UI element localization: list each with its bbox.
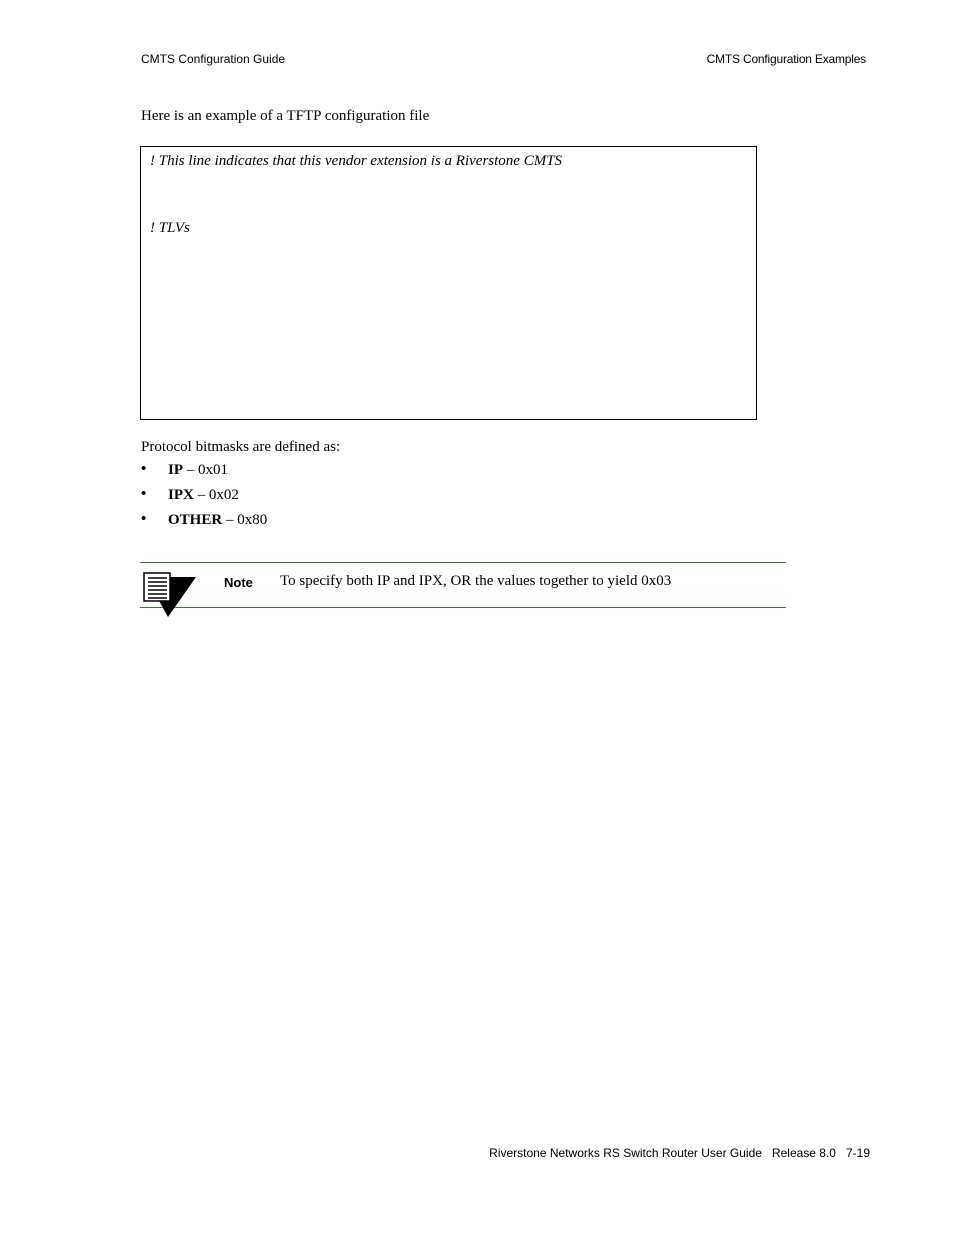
bullet-icon: • (141, 486, 147, 502)
header-title: CMTS Configuration Guide (141, 52, 286, 66)
config-comment-line: ! This line indicates that this vendor extension is a Riverstone CMTS (150, 153, 563, 169)
bullet-icon: • (141, 511, 147, 527)
page-footer: Riverstone Networks RS Switch Router User Guide Release 8.0 7-19 (489, 1146, 870, 1160)
bitmask-value: – 0x02 (193, 487, 239, 503)
bitmask-name: IPX (168, 487, 194, 503)
note-label: Note (224, 575, 253, 590)
header-section: CMTS Configuration Examples (706, 52, 866, 66)
bullet-icon: • (141, 461, 147, 477)
config-comment-line: ! TLVs (150, 220, 190, 236)
bitmask-name: OTHER (168, 512, 223, 528)
note-icon (140, 571, 198, 617)
intro-paragraph: Here is an example of a TFTP configuration file (141, 108, 430, 124)
config-file-box (140, 146, 757, 420)
note-callout (140, 562, 786, 608)
bitmask-value: – 0x01 (183, 462, 228, 478)
bitmask-name: IP (168, 462, 183, 478)
bitmask-value: – 0x80 (222, 512, 268, 528)
bitmask-intro: Protocol bitmasks are defined as: (141, 439, 341, 455)
note-text: To specify both IP and IPX, OR the values together to yield 0x03 (280, 573, 672, 589)
